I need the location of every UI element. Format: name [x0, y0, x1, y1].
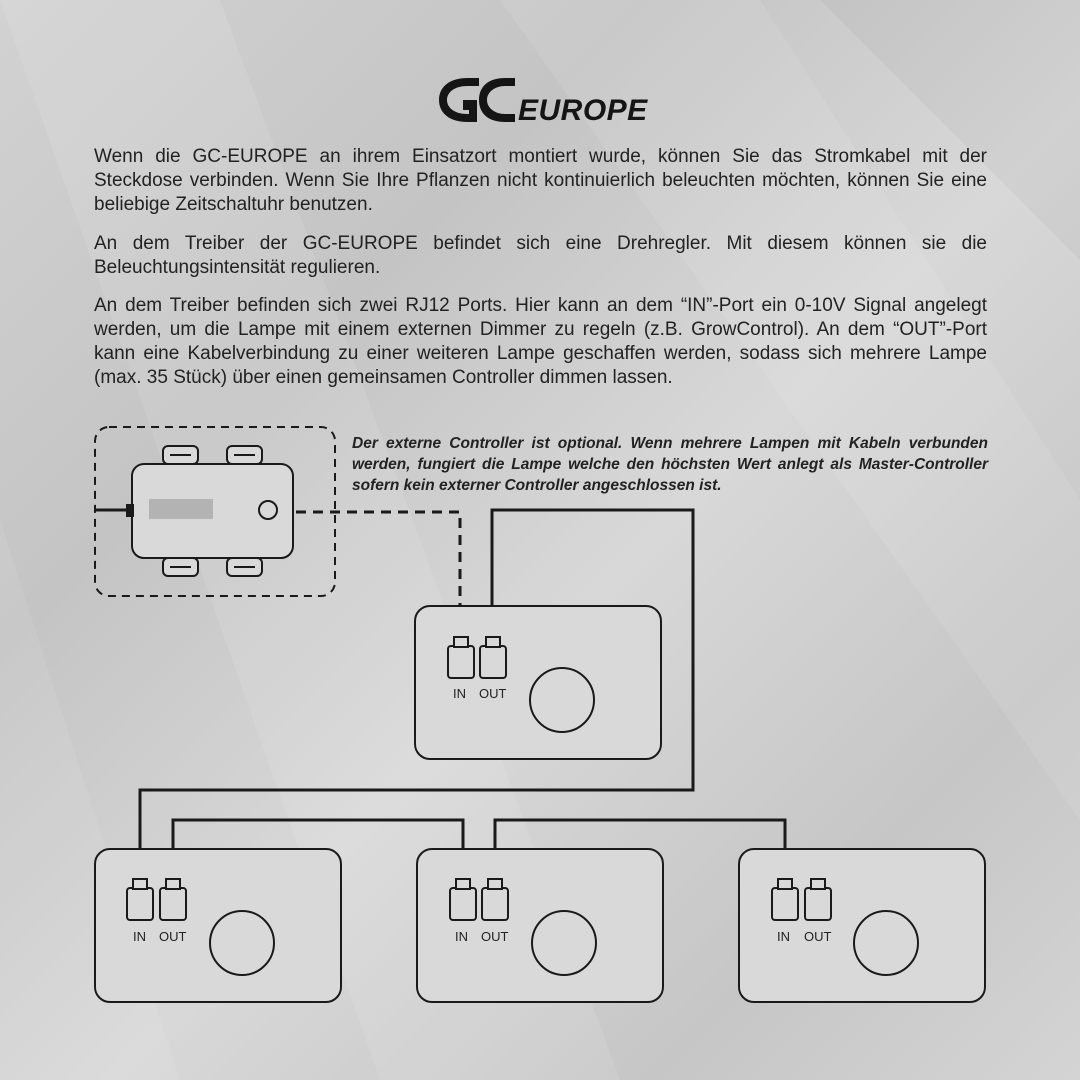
lamp-driver-3	[417, 849, 663, 1002]
intro-paragraph: Wenn die GC-EUROPE an ihrem Einsatzort montiert wurde, können Sie das Stromkabel mit der Steckdose verbinden. Wenn Sie Ihre Pflanzen nicht kontinuierlich beleuchten möchten, können Sie eine beliebige Zeitschaltuhr benutzen.	[94, 146, 987, 215]
in-label: IN	[777, 929, 790, 944]
lamp-driver-2	[95, 849, 341, 1002]
controller-display	[149, 499, 213, 519]
in-label: IN	[455, 929, 468, 944]
controller-note: Der externe Controller ist optional. Wenn mehrere Lampen mit Kabeln verbunden werden, fungiert die Lampe welche den höchsten Wert anlegt als Master-Controller sofern kein externer Controller angeschlossen ist.	[352, 435, 988, 494]
ports-paragraph: An dem Treiber befinden sich zwei RJ12 Ports. Hier kann an dem “IN”-Port ein 0-10V Signal angelegt werden, um die Lampe mit einem externen Dimmer zu regeln (z.B. GrowControl). An dem “OUT”-Port kann eine Kabelverbindung zu einer weiteren Lampe geschaffen werden, sodass sich mehrere Lampe (max. 35 Stück) über einen gemeinsamen Controller dimmen lassen.	[94, 295, 987, 388]
dimmer-knob	[532, 911, 596, 975]
dimmer-paragraph: An dem Treiber der GC-EUROPE befindet sich eine Drehregler. Mit diesem können sie die Beleuchtungsintensität regulieren.	[94, 233, 987, 278]
lamp-driver-1	[415, 606, 661, 759]
out-label: OUT	[479, 686, 507, 701]
lamp-driver-4	[739, 849, 985, 1002]
out-label: OUT	[804, 929, 832, 944]
out-label: OUT	[159, 929, 187, 944]
out-label: OUT	[481, 929, 509, 944]
logo-text: EUROPE	[518, 94, 648, 127]
in-label: IN	[133, 929, 146, 944]
dimmer-knob	[854, 911, 918, 975]
controller-button	[259, 501, 277, 519]
in-label: IN	[453, 686, 466, 701]
dimmer-knob	[530, 668, 594, 732]
dimmer-knob	[210, 911, 274, 975]
